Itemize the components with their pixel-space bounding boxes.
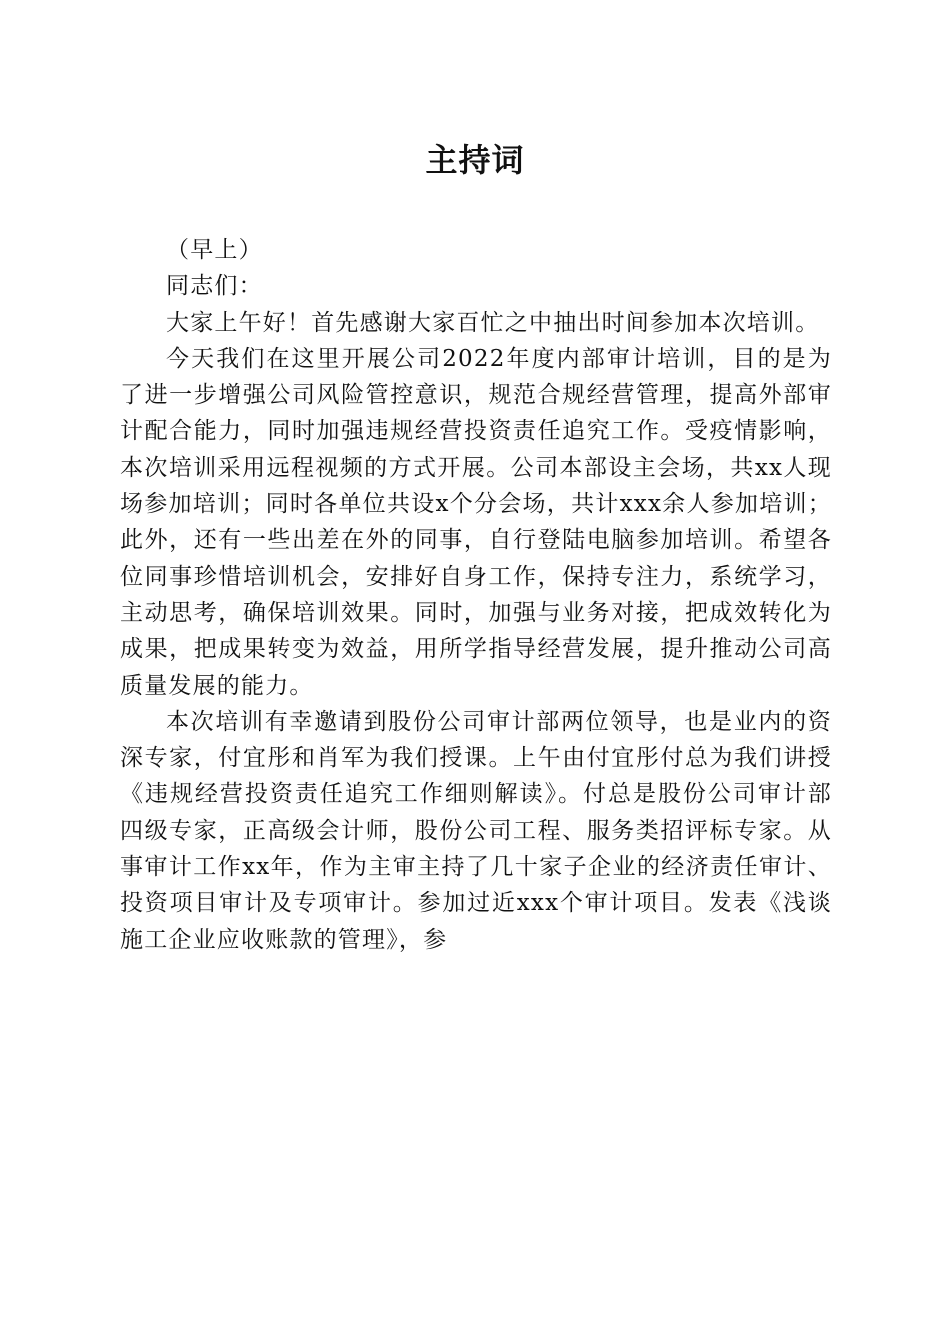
- document-title: 主持词: [425, 141, 525, 179]
- paragraph-salutation: 同志们：: [166, 273, 263, 300]
- paragraph-time-note: （早上）: [166, 237, 263, 263]
- paragraph-training-overview: 今天我们在这里开展公司2022年度内部审计培训，目的是为了进一步增强公司风险管控意识，规范合规经营管理，提高外部审计配合能力，同时加强违规经营投资责任追究工作。受疫情影响，本次培训采用远程视频的方式开展。公司本部设主会场，共xx人现场参加培训；同时各单位共设x个分会场，共计xxx余人参加培训；此外，还有一些出差在外的同事，自行登陆电脑参加培训。希望各位同事珍惜培训机会，安排好自身工作，保持专注力，系统学习，主动思考，确保培训效果。同时，加强与业务对接，把成效转化为成果，把成果转变为效益，用所学指导经营发展，提升推动公司高质量发展的能力。: [120, 345, 832, 699]
- paragraph-speaker-intro: 本次培训有幸邀请到股份公司审计部两位领导，也是业内的资深专家，付宜彤和肖军为我们授课。上午由付宜彤付总为我们讲授《违规经营投资责任追究工作细则解读》。付总是股份公司审计部四级专家，正高级会计师，股份公司工程、服务类招评标专家。从事审计工作xx年，作为主审主持了几十家子企业的经济责任审计、投资项目审计及专项审计。参加过近xxx个审计项目。发表《浅谈施工企业应收账款的管理》，参: [120, 708, 832, 953]
- document-body: [120, 232, 832, 958]
- paragraph-greeting: 大家上午好！首先感谢大家百忙之中抽出时间参加本次培训。: [166, 309, 820, 336]
